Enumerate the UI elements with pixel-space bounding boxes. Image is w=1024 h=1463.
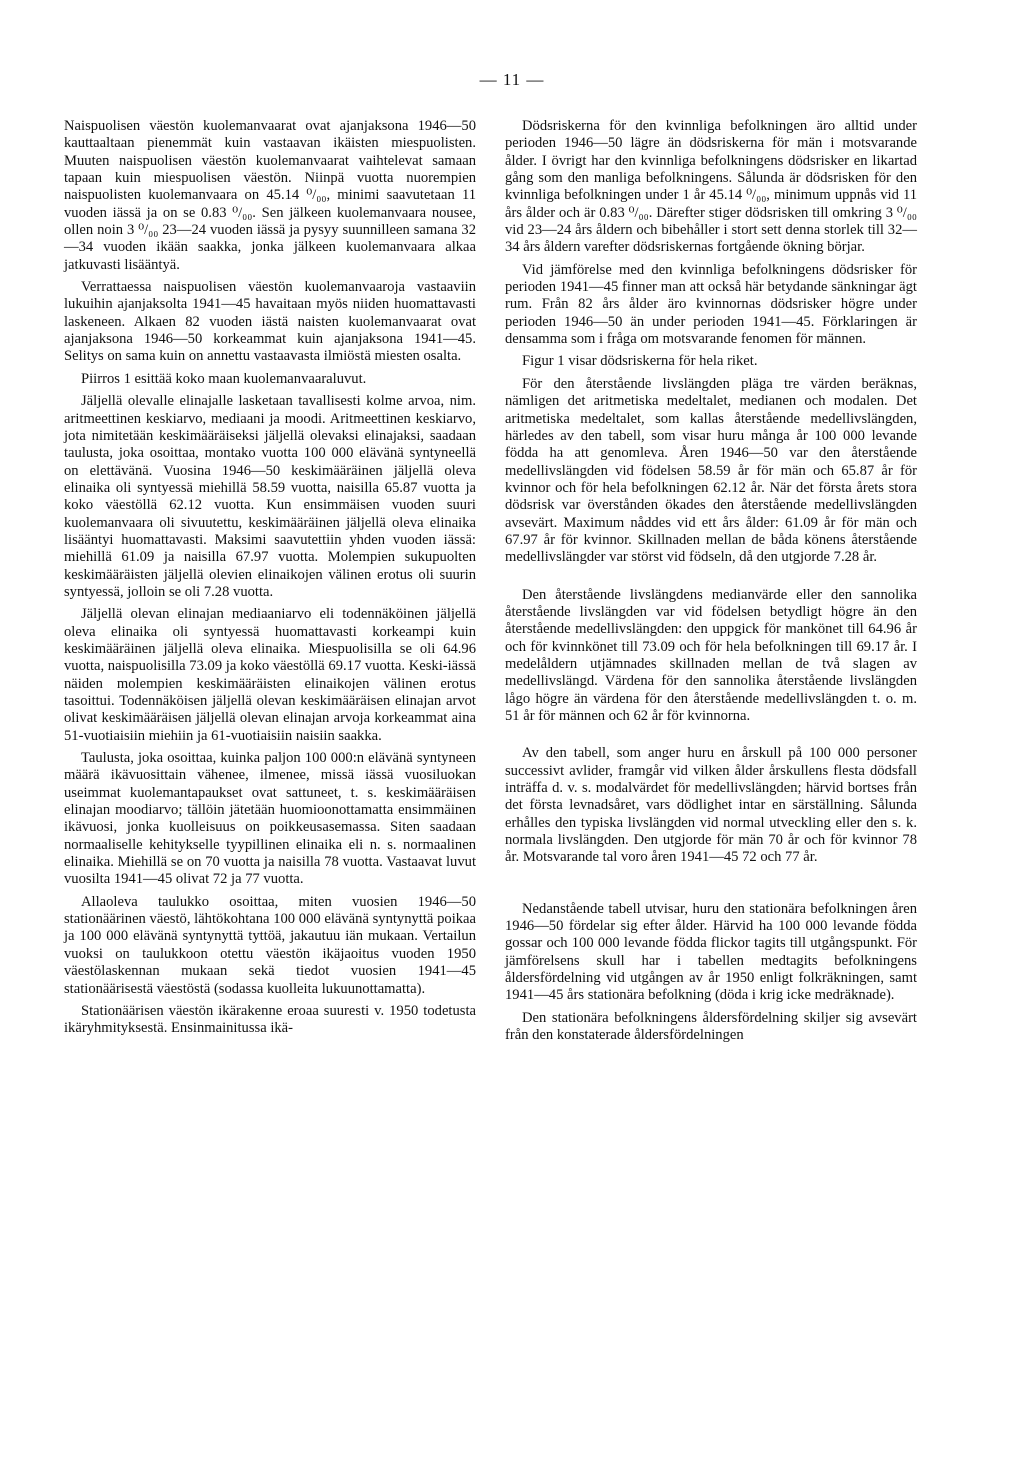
sv-paragraph: Figur 1 visar dödsriskerna för hela riket. xyxy=(522,353,758,370)
fi-paragraph: Jäljellä olevan elinajan mediaaniarvo eli todennäköinen jäljellä oleva elinaika oli syntyessä huomattavasti korkeampi kuin keskimääräinen jäljellä oleva elinaika. Miespuolisilla se oli 64.96 vuotta, naispuolisilla 73.09 ja koko väestöllä 69.17 vuotta. Keski-iässä näiden molempien keskimääräisten elinaikojen välinen erotus tasoittui. Todennäköisen jäljellä olevan keskimääräisen elinajan arvot olivat keskimääräisen jäljellä olevan elinajan arvoja korkeammat aina 51-vuotiaisiin miehiin ja 61-vuotiaisiin naisiin saakka. xyxy=(64,606,476,744)
sv-paragraph: Den stationära befolkningens åldersfördelning skiljer sig avsevärt från den konstaterade åldersfördelningen xyxy=(505,1009,917,1044)
fi-paragraph: Naispuolisen väestön kuolemanvaarat ovat ajanjaksona 1946—50 kauttaaltaan pienemmät kuin vastaavan ikäisten miespuolisten. Muuten naispuolisen väestön kuolemanvaarat vaihtelevat samaan tapaan kuin miespuolisen väestön. Niinpä vuotta nuorempien naispuolisten kuolemanvaara on 45.14 ⁰/₀₀, minimi saavutetaan 11 vuoden iässä ja on se 0.83 ⁰/₀₀. Sen jälkeen kuolemanvaara nousee, ollen noin 3 ⁰/₀₀ 23—24 vuoden iässä ja pysyy suunnilleen samana 32—34 vuoden ikään saakka, jonka jälkeen kuolemanvaara alkaa jatkuvasti lisääntyä. xyxy=(64,118,476,273)
page-number: — 11 — xyxy=(479,70,545,89)
fi-paragraph: Taulusta, joka osoittaa, kuinka paljon 100 000:n elävänä syntyneen määrä ikävuosittain vähenee, ilmenee, missä iässä vuosiluokan useimmat kuolemantapaukset ovat sattuneet, t. s. keskimääräisen elinajan moodiarvo; tällöin jätetään huomioonottamatta ensimmäinen ikävuosi, jonka kuolleisuus on poikkeusasemassa. Siten saadaan normaaliselle kehitykselle tyypillinen elinaika eli n. s. normaalinen elinaika. Miehillä se on 70 vuotta ja naisilla 78 vuotta. Vastaavat luvut vuosilta 1941—45 olivat 72 ja 77 vuotta. xyxy=(64,750,476,888)
sv-paragraph: Nedanstående tabell utvisar, huru den stationära befolkningen åren 1946—50 fördelar sig efter ålder. Härvid ha 100 000 levande födda gossar och 100 000 levande födda flickor tagits till utgångspunkt. För jämförelsens skull har i tabellen medtagits befolkningens åldersfördelning vid utgången av år 1950 enligt folkräkningen, samt 1941—45 års stationära befolkning (döda i krig icke medräknade). xyxy=(505,900,917,1004)
sv-paragraph: Vid jämförelse med den kvinnliga befolkningens dödsrisker för perioden 1941—45 finner man att också här betydande sänkningar ägt rum. Från 82 års ålder äro kvinnornas dödsrisker högre under perioden 1946—50 än under perioden 1941—45. Förklaringen är densamma som i fråga om motsvarande fenomen för männen. xyxy=(505,261,917,348)
fi-paragraph: Piirros 1 esittää koko maan kuolemanvaaraluvut. xyxy=(81,370,367,387)
fi-paragraph: Allaoleva taulukko osoittaa, miten vuosien 1946—50 stationäärinen väestö, lähtökohtana 100 000 elävänä syntynyttä poikaa ja 100 000 elävänä syntynyttä tyttöä, jakautuu iän mukaan. Vertailun vuoksi on taulukkoon otettu väestön ikäjaoitus vuoden 1950 väestölaskennan mukaan sekä tiedot vuosien 1941—45 stationäärisestä väestöstä (sodassa kuolleita lukuunottamatta). xyxy=(64,893,476,997)
sv-paragraph: Den återstående livslängdens medianvärde eller den sannolika återstående livslängden var vid födelsen betydligt högre än den återstående medellivslängden: den uppgick för mankönet till 64.96 år och för kvinnkönet till 73.09 och för hela befolkningen till 69.17 år. I medelåldern utjämnades skillnaden mellan de två slagen av medellivslängd. Värdena för den sannolika återstående livslängden lågo högre än värdena för den återstående medellivslängden t. o. m. 51 år för männen och 62 år för kvinnorna. xyxy=(505,586,917,724)
fi-paragraph: Jäljellä olevalle elinajalle lasketaan tavallisesti kolme arvoa, nim. aritmeettinen keskiarvo, mediaani ja moodi. Aritmeettinen keskiarvo, jota nimitetään keskimääräiseksi jäljellä olevaksi elinajaksi, saadaan taulusta, joka osoittaa, montako vuotta 100 000 elävänä syntyneellä on elettävänä. Vuosina 1946—50 keskimääräinen jäljellä oleva elinaika oli syntyessä miehillä 58.59 vuotta, naisilla 65.87 vuotta ja koko väestöllä 62.12 vuotta. Kun ensimmäisen vuoden suuri kuolemanvaara oli sivuutettu, keskimääräinen jäljellä oleva elinaika lisääntyi huomattavasti. Maksimi saavutettiin yhden vuoden iässä: miehillä 61.09 ja naisilla 67.97 vuotta. Molempien sukupuolten keskimääräisten jäljellä olevien elinaikojen välinen erotus oli suurin syntyessä, jolloin se oli 7.28 vuotta. xyxy=(64,393,476,600)
sv-paragraph: Dödsriskerna för den kvinnliga befolkningen äro alltid under perioden 1946—50 lägre än dödsriskerna för män i motsvarande ålder. I övrigt har den kvinnliga befolkningens dödsrisker en likartad gång som den manliga befolkningens. Sålunda är dödsrisken för den kvinnliga befolkningen under 1 år 45.14 ⁰/₀₀, minimum uppnås vid 11 års ålder och är 0.83 ⁰/₀₀. Därefter stiger dödsrisken till omkring 3 ⁰/₀₀ vid 23—24 års åldern och bibehåller i stort sett denna storlek till 32—34 års åldern varefter dödsriskernas fortgående ökning börjar. xyxy=(505,118,917,256)
fi-paragraph: Stationäärisen väestön ikärakenne eroaa suuresti v. 1950 todetusta ikäryhmityksestä. Ensinmainitussa ikä- xyxy=(64,1002,476,1037)
finnish-column xyxy=(64,118,476,1043)
sv-paragraph: Av den tabell, som anger huru en årskull på 100 000 personer successivt avlider, framgår vid vilken ålder årskullens flesta dödsfall inträffa d. v. s. modalvärdet för medellivslängden; härvid bortses från det första levnadsåret, vars dödlighet intar en särställning. Sålunda erhålles den typiska livslängden vid normal utveckling eller den s. k. normala livslängden. Den utgjorde för män 70 år och för kvinnor 78 år. Motsvarande tal voro åren 1941—45 72 och 77 år. xyxy=(505,745,917,866)
fi-paragraph: Verrattaessa naispuolisen väestön kuolemanvaaroja vastaaviin lukuihin ajanjaksolta 1941—45 havaitaan myös niiden huomattavasti laskeneen. Alkaen 82 vuoden iästä naisten kuolemanvaarat ovat ajanjaksona 1946—50 korkeammat kuin ajanjaksona 1941—45. Selitys on sama kuin on annettu vastaavasta ilmiöstä miesten osalta. xyxy=(64,279,476,365)
swedish-column xyxy=(505,118,917,1050)
sv-paragraph: För den återstående livslängden pläga tre värden beräknas, nämligen det aritmetiska medeltalet, medianen och modalen. Det aritmetiska medeltalet, som kallas återstående medellivslängden, härledes av den tabell, som visar huru många år 100 000 levande födda ha att genomleva. Åren 1946—50 var den återstående medellivslängden vid födelsen 58.59 år för män och 65.87 år för kvinnor och för hela befolkningen 62.12 år. När det första årets stora dödsrisk var överstånden ökades den återstående medellivslängden avsevärt. Maximum nåddes vid ett års ålder: 61.09 år för män och 67.97 år för kvinnor. Skillnaden mellan de båda könens återstående medellivslängder var störst vid födseln, då den utgjorde 7.28 år. xyxy=(505,375,917,566)
